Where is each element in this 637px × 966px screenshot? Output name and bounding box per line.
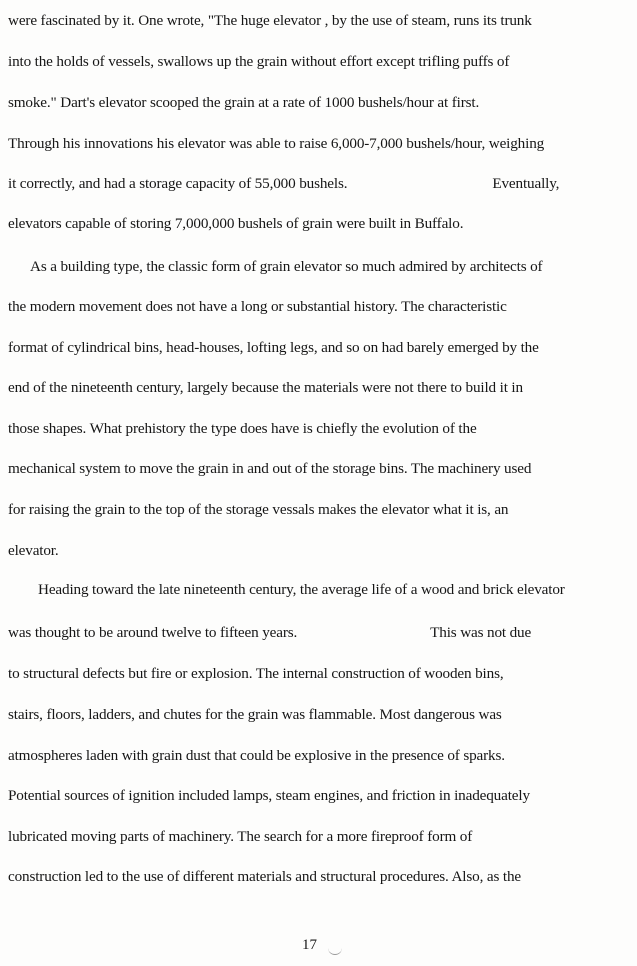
text-line: elevators capable of storing 7,000,000 bushels of grain were built in Buffalo. <box>8 215 464 232</box>
paragraph-start-line: As a building type, the classic form of grain elevator so much admired by architects of <box>30 258 543 275</box>
scan-mark-icon <box>328 948 342 955</box>
text-line: the modern movement does not have a long or substantial history. The characteristic <box>8 298 507 315</box>
text-line <box>8 175 628 193</box>
text-line-part: was thought to be around twelve to fifteen years. <box>8 624 298 641</box>
text-line: to structural defects but fire or explosion. The internal construction of wooden bins, <box>8 665 504 682</box>
page-number: 17 <box>302 937 317 953</box>
text-line: Through his innovations his elevator was able to raise 6,000-7,000 bushels/hour, weighing <box>8 135 545 152</box>
text-line: were fascinated by it. One wrote, "The huge elevator , by the use of steam, runs its trunk <box>8 12 532 29</box>
text-line-part: Eventually, <box>492 175 560 192</box>
text-line: into the holds of vessels, swallows up the grain without effort except trifling puffs of <box>8 53 510 70</box>
text-line: mechanical system to move the grain in and out of the storage bins. The machinery used <box>8 460 532 477</box>
text-line: Potential sources of ignition included lamps, steam engines, and friction in inadequately <box>8 787 530 804</box>
text-line: stairs, floors, ladders, and chutes for the grain was flammable. Most dangerous was <box>8 706 502 723</box>
text-line: those shapes. What prehistory the type does have is chiefly the evolution of the <box>8 420 477 437</box>
text-line: for raising the grain to the top of the storage vessals makes the elevator what it is, an <box>8 501 509 518</box>
paragraph-start-line: Heading toward the late nineteenth century, the average life of a wood and brick elevator <box>38 581 565 598</box>
text-line: construction led to the use of different materials and structural procedures. Also, as the <box>8 868 521 885</box>
text-line-part: it correctly, and had a storage capacity of 55,000 bushels. <box>8 175 348 192</box>
text-line: elevator. <box>8 542 59 559</box>
text-line: smoke." Dart's elevator scooped the grain at a rate of 1000 bushels/hour at first. <box>8 94 480 111</box>
text-line: atmospheres laden with grain dust that could be explosive in the presence of sparks. <box>8 747 505 764</box>
text-line <box>8 624 628 642</box>
text-line: format of cylindrical bins, head-houses, lofting legs, and so on had barely emerged by the <box>8 339 539 356</box>
text-line: end of the nineteenth century, largely because the materials were not there to build it in <box>8 379 523 396</box>
text-line: lubricated moving parts of machinery. The search for a more fireproof form of <box>8 828 473 845</box>
text-line-part: This was not due <box>430 624 532 641</box>
